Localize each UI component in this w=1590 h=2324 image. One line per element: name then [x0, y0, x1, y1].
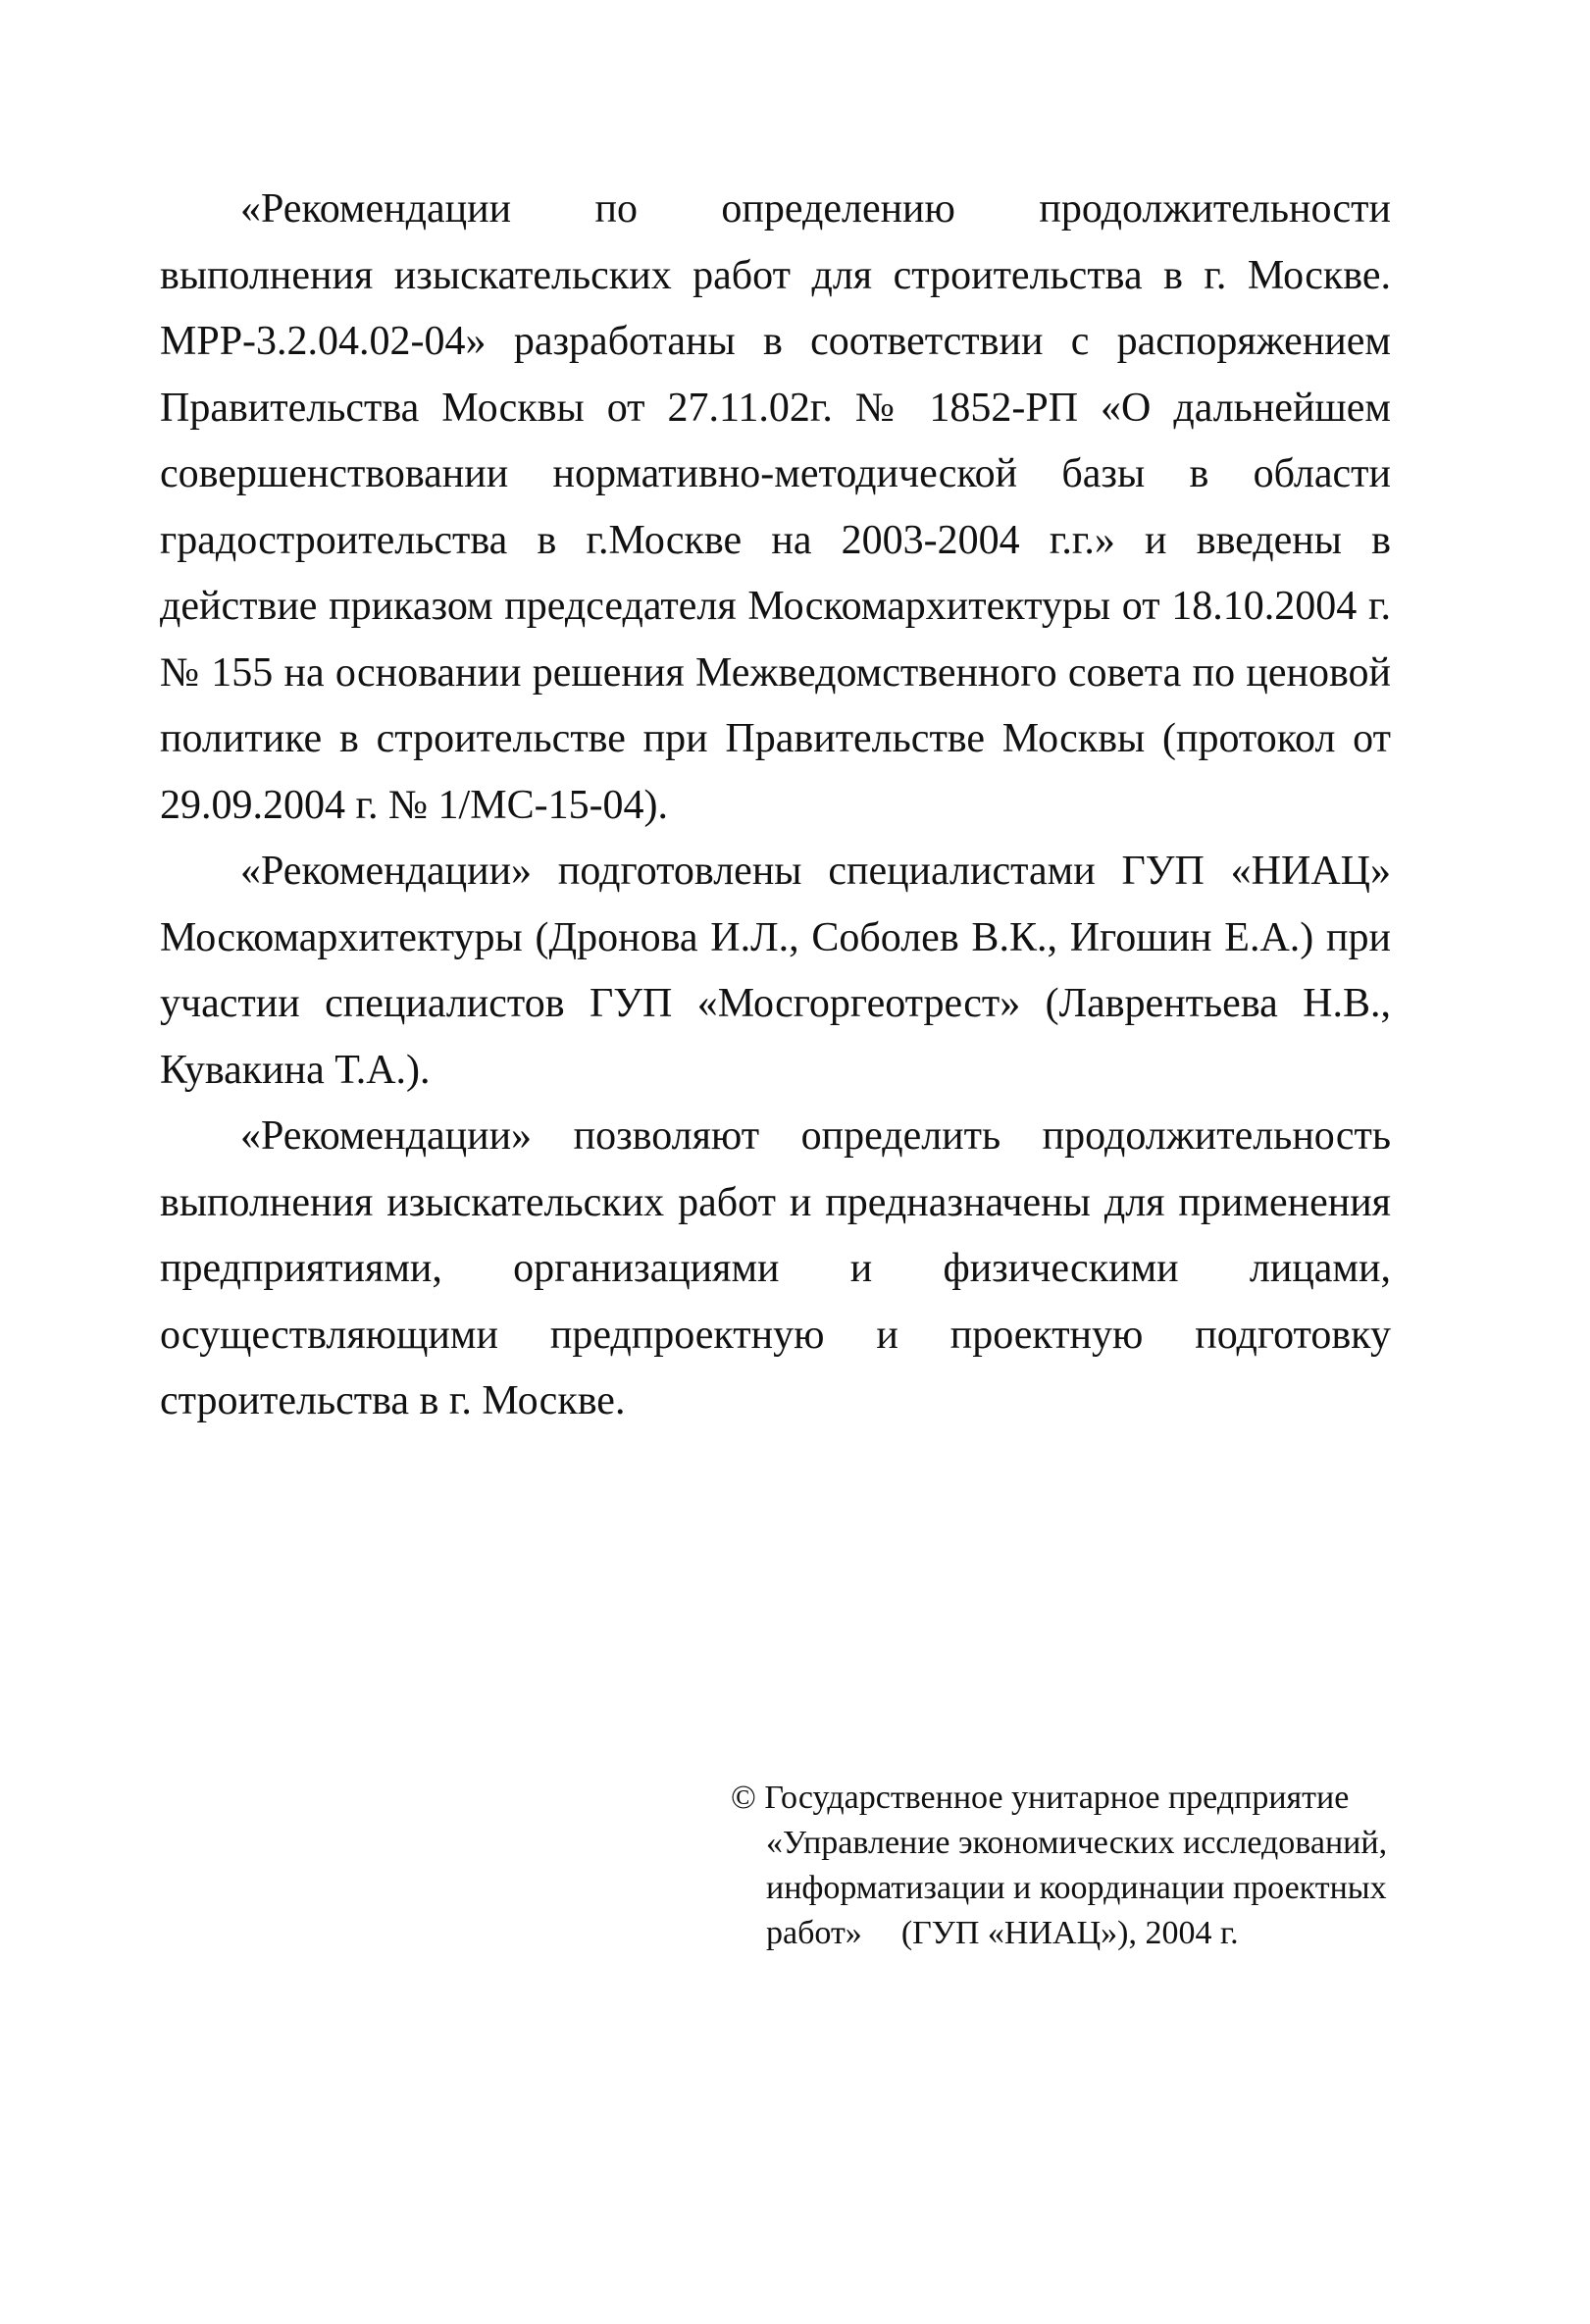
copyright-line-1: © Государственное унитарное предприятие: [731, 1780, 1350, 1816]
copyright-line-4: [731, 1911, 1398, 1956]
copyright-line-4-part-2: (ГУП «НИАЦ»), 2004 г.: [900, 1915, 1239, 1951]
copyright-notice: [731, 1776, 1398, 1956]
paragraph-recommendations-authors: «Рекомендации» подготовлены специалистами ГУП «НИАЦ» Москомархитектуры (Дронова И.Л., Соболев В.К., Игошин Е.А.) при участии специалистов ГУП «Мосгоргеотрест» (Лаврентьева Н.В., Кувакина Т.А.).: [160, 849, 1391, 1093]
paragraph-recommendations-purpose: «Рекомендации» позволяют определить продолжительность выполнения изыскательских работ и предназначены для применения предприятиями, организациями и физическими лицами, осуществляющими предпроектную и проектную подготовку строительства в г. Москве.: [160, 1113, 1391, 1423]
copyright-line-2: «Управление экономических исследований,: [766, 1825, 1388, 1861]
copyright-line-3: информатизации и координации проектных: [766, 1870, 1387, 1906]
paragraph-recommendations-approval: «Рекомендации по определению продолжительности выполнения изыскательских работ для строительства в г. Москве. МРР-3.2.04.02-04» разработаны в соответствии с распоряжением Правительства Москвы от 27.11.02г. № 1852-РП «О дальнейшем совершенствовании нормативно-методической базы в области градостроительства в г.Москве на 2003-2004 г.г.» и введены в действие приказом председателя Москомархитектуры от 18.10.2004 г. № 155 на основании решения Межведомственного совета по ценовой политике в строительстве при Правительстве Москвы (протокол от 29.09.2004 г. № 1/МС-15-04).: [160, 186, 1391, 828]
document-body: [160, 177, 1391, 1435]
copyright-line-4-part-1: работ»: [766, 1915, 862, 1951]
